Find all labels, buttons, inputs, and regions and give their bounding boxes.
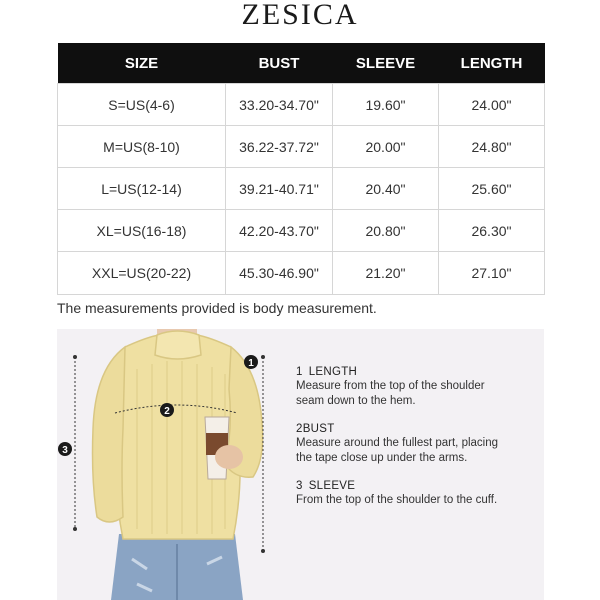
- cell-size: XL=US(16-18): [58, 210, 226, 252]
- cell-size: M=US(8-10): [58, 126, 226, 168]
- size-chart-table: [57, 43, 545, 295]
- header-bust: BUST: [226, 43, 333, 84]
- model-illustration: [57, 329, 297, 600]
- cell-sleeve: 20.00": [333, 126, 439, 168]
- cell-sleeve: 19.60": [333, 84, 439, 126]
- left-sleeve-shape: [93, 347, 126, 522]
- cell-length: 24.00": [439, 84, 545, 126]
- brand-logo: ZESICA: [241, 0, 359, 31]
- measure-item-sleeve: [296, 479, 536, 508]
- measure-description: Measure from the top of the shoulder: [296, 380, 485, 392]
- cell-bust: 36.22-37.72": [226, 126, 333, 168]
- cell-length: 26.30": [439, 210, 545, 252]
- cell-length: 24.80": [439, 126, 545, 168]
- header-size: SIZE: [58, 43, 226, 84]
- measure-description: seam down to the hem.: [296, 395, 416, 407]
- measure-item-bust: [296, 422, 536, 466]
- cell-size: S=US(4-6): [58, 84, 226, 126]
- header-length: LENGTH: [439, 43, 545, 84]
- table-row: [58, 168, 545, 210]
- measurement-panel: [57, 329, 544, 600]
- cell-size: L=US(12-14): [58, 168, 226, 210]
- cell-sleeve: 20.40": [333, 168, 439, 210]
- table-row: [58, 84, 545, 126]
- measurement-instructions: [296, 365, 536, 521]
- table-row: [58, 252, 545, 295]
- measure-title: SLEEVE: [308, 480, 356, 492]
- measure-number: 1: [296, 366, 303, 378]
- measure-number: 2: [296, 423, 303, 435]
- measurement-note: The measurements provided is body measurement.: [57, 300, 377, 316]
- measure-number: 3: [296, 480, 303, 492]
- measure-description: the tape close up under the arms.: [296, 452, 468, 464]
- marker-1: [244, 355, 258, 369]
- marker-2: [160, 403, 174, 417]
- cell-bust: 39.21-40.71": [226, 168, 333, 210]
- measure-title: LENGTH: [308, 366, 358, 378]
- measure-item-length: [296, 365, 536, 409]
- cell-bust: 42.20-43.70": [226, 210, 333, 252]
- measure-description: Measure around the fullest part, placing: [296, 437, 499, 449]
- measure-title: BUST: [302, 423, 335, 435]
- measure-description: From the top of the shoulder to the cuff.: [296, 494, 498, 506]
- svg-text:3: 3: [62, 445, 68, 456]
- cell-sleeve: 20.80": [333, 210, 439, 252]
- table-row: [58, 210, 545, 252]
- marker-3: [58, 442, 72, 456]
- header-sleeve: SLEEVE: [333, 43, 439, 84]
- table-row: [58, 126, 545, 168]
- cell-size: XXL=US(20-22): [58, 252, 226, 295]
- cell-bust: 45.30-46.90": [226, 252, 333, 295]
- cell-bust: 33.20-34.70": [226, 84, 333, 126]
- cell-sleeve: 21.20": [333, 252, 439, 295]
- table-header-row: [58, 43, 545, 84]
- cell-length: 27.10": [439, 252, 545, 295]
- svg-text:1: 1: [248, 358, 254, 369]
- cell-length: 25.60": [439, 168, 545, 210]
- svg-text:2: 2: [164, 406, 170, 417]
